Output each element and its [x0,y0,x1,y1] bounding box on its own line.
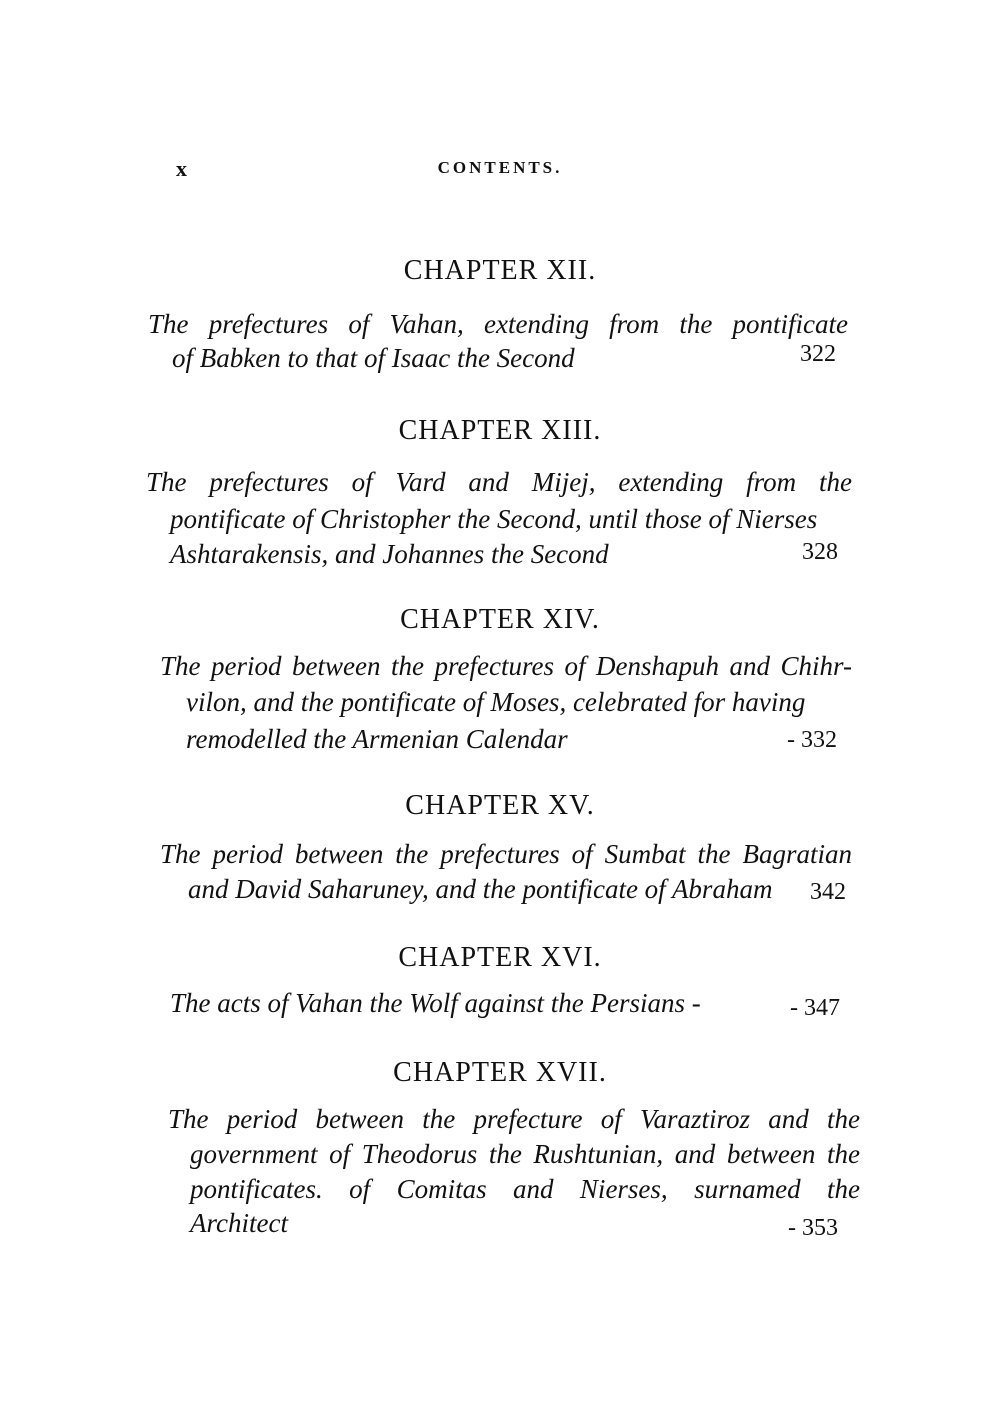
chapter-description-line: remodelled the Armenian Calendar [186,724,568,754]
chapter-description-line: government of Theodorus the Rushtunian, and between the [190,1139,860,1169]
page-number: x [176,156,188,181]
chapter-heading: CHAPTER XIV. [400,604,600,635]
chapter-heading: CHAPTER XVI. [398,942,602,973]
chapter-heading: CHAPTER XIII. [398,415,602,446]
chapter-heading: CHAPTER XII. [403,255,597,286]
chapter-heading: CHAPTER XVII. [393,1057,607,1088]
chapter-description-line: The period between the prefecture of Varaztiroz and the [168,1104,860,1134]
chapter-description-line: of Babken to that of Isaac the Second [172,343,575,373]
chapter-description-line: vilon, and the pontificate of Moses, celebrated for having [186,687,806,717]
page-reference: 328 [802,539,838,565]
chapter-description-line: and David Saharuney, and the pontificate of Abraham [188,874,773,904]
running-head: CONTENTS. [437,158,563,177]
chapter-description-line: Ashtarakensis, and Johannes the Second [170,539,609,569]
page-reference: 342 [810,879,846,905]
chapter-description-line: The period between the prefectures of Sumbat the Bagratian [160,839,852,869]
page-reference: - 347 [790,995,840,1021]
page-reference: - 332 [787,727,837,753]
chapter-description-line: pontificates. of Comitas and Nierses, surnamed the [190,1174,860,1204]
chapter-description-line: The prefectures of Vard and Mijej, extending from the [146,467,852,497]
chapter-description-line: The prefectures of Vahan, extending from the pontificate [148,309,848,339]
chapter-description-line: Architect [190,1208,288,1238]
chapter-description-line: pontificate of Christopher the Second, until those of Nierses [170,504,818,534]
chapter-description-line: The acts of Vahan the Wolf against the Persians - [170,988,701,1018]
page-reference: - 353 [788,1215,838,1241]
page-reference: 322 [800,341,836,367]
chapter-heading: CHAPTER XV. [405,790,595,821]
chapter-description-line: The period between the prefectures of Denshapuh and Chihr- [160,651,852,681]
